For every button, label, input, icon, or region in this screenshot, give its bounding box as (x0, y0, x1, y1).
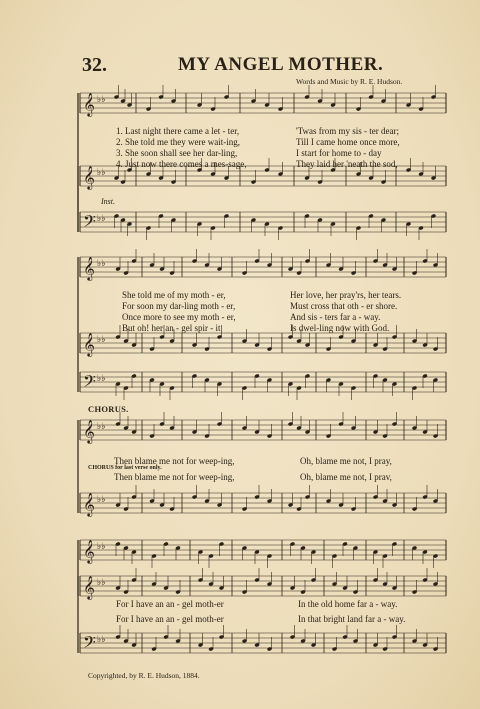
svg-text:𝄞: 𝄞 (83, 575, 95, 599)
chorus-line-2-left: Then blame me not for weep-ing, (114, 472, 235, 482)
chorus-line-4-right: In that bright land far a - way. (298, 614, 406, 624)
verse-1-line-1-left: 1. Last night there came a let - ter, (116, 126, 240, 136)
svg-text:♭♭: ♭♭ (97, 577, 106, 587)
chorus-line-3-left: For I have an an - gel moth-er (116, 599, 224, 609)
svg-text:♭♭: ♭♭ (97, 334, 106, 344)
svg-text:♭♭: ♭♭ (97, 421, 106, 431)
chorus-last-verse-label: CHORUS for last verse only. (88, 465, 162, 471)
svg-text:♭♭: ♭♭ (97, 167, 106, 177)
svg-text:♭♭: ♭♭ (97, 634, 106, 644)
hymn-credit: Words and Music by R. E. Hudson. (296, 77, 403, 86)
verse-3-line-2-left: Once more to see my moth - er, (122, 312, 236, 322)
svg-text:𝄞: 𝄞 (83, 419, 95, 443)
svg-text:♭♭: ♭♭ (97, 94, 106, 104)
svg-text:𝄞: 𝄞 (83, 165, 95, 189)
verse-3-line-1-left: 3. She soon shall see her dar-ling, (116, 148, 238, 158)
verse-2-line-2-right: Must cross that oth - er shore. (290, 301, 398, 311)
verse-3-line-2-right: And sis - ters far a - way. (290, 312, 381, 322)
chorus-line-4-left: For I have an an - gel moth-er (116, 614, 224, 624)
svg-text:𝄢: 𝄢 (83, 632, 96, 656)
svg-text:𝄞: 𝄞 (83, 256, 95, 280)
chorus-label: CHORUS. (88, 404, 129, 414)
verse-3-line-1-right: I start for home to - day (296, 148, 382, 158)
verse-4-line-1-left: 4. Just now there comes a mes-sage, (116, 159, 247, 169)
svg-text:𝄢: 𝄢 (83, 371, 96, 395)
hymn-number: 32. (82, 54, 107, 76)
instrument-label: Inst. (101, 197, 115, 206)
chorus-line-3-right: In the old home far a - way. (298, 599, 398, 609)
verse-4-line-2-right: Is dwel-ling now with God. (290, 323, 390, 333)
svg-text:𝄢: 𝄢 (83, 211, 96, 235)
svg-text:♭♭: ♭♭ (97, 494, 106, 504)
verse-4-line-2-left: But oh! her an - gel spir - it (122, 323, 221, 333)
verse-1-line-1-right: 'Twas from my sis - ter dear; (296, 126, 399, 136)
verse-1-line-2-right: Her love, her pray'rs, her tears. (290, 290, 402, 300)
svg-text:♭♭: ♭♭ (97, 541, 106, 551)
copyright: Copyrighted, by R. E. Hudson, 1884. (88, 671, 200, 680)
verse-1-line-2-left: She told me of my moth - er, (122, 290, 226, 300)
verse-4-line-1-right: They laid her 'neath the sod, (296, 159, 398, 169)
svg-text:♭♭: ♭♭ (97, 258, 106, 268)
chorus-line-1-left: Then blame me not for weep-ing, (114, 456, 235, 466)
verse-2-line-1-right: Till I came home once more, (296, 137, 400, 147)
hymn-title: MY ANGEL MOTHER. (178, 54, 384, 75)
svg-text:𝄞: 𝄞 (83, 539, 95, 563)
svg-text:𝄞: 𝄞 (83, 332, 95, 356)
chorus-line-2-right: Oh, blame me not, I prav, (300, 472, 392, 482)
chorus-line-1-right: Oh, blame me not, I pray, (300, 456, 392, 466)
svg-text:𝄞: 𝄞 (83, 92, 95, 116)
verse-2-line-2-left: For soon my dar-ling moth - er, (122, 301, 236, 311)
svg-text:𝄞: 𝄞 (83, 492, 95, 516)
svg-text:♭♭: ♭♭ (97, 373, 106, 383)
svg-text:♭♭: ♭♭ (97, 213, 106, 223)
verse-2-line-1-left: 2. She told me they were wait-ing, (116, 137, 240, 147)
